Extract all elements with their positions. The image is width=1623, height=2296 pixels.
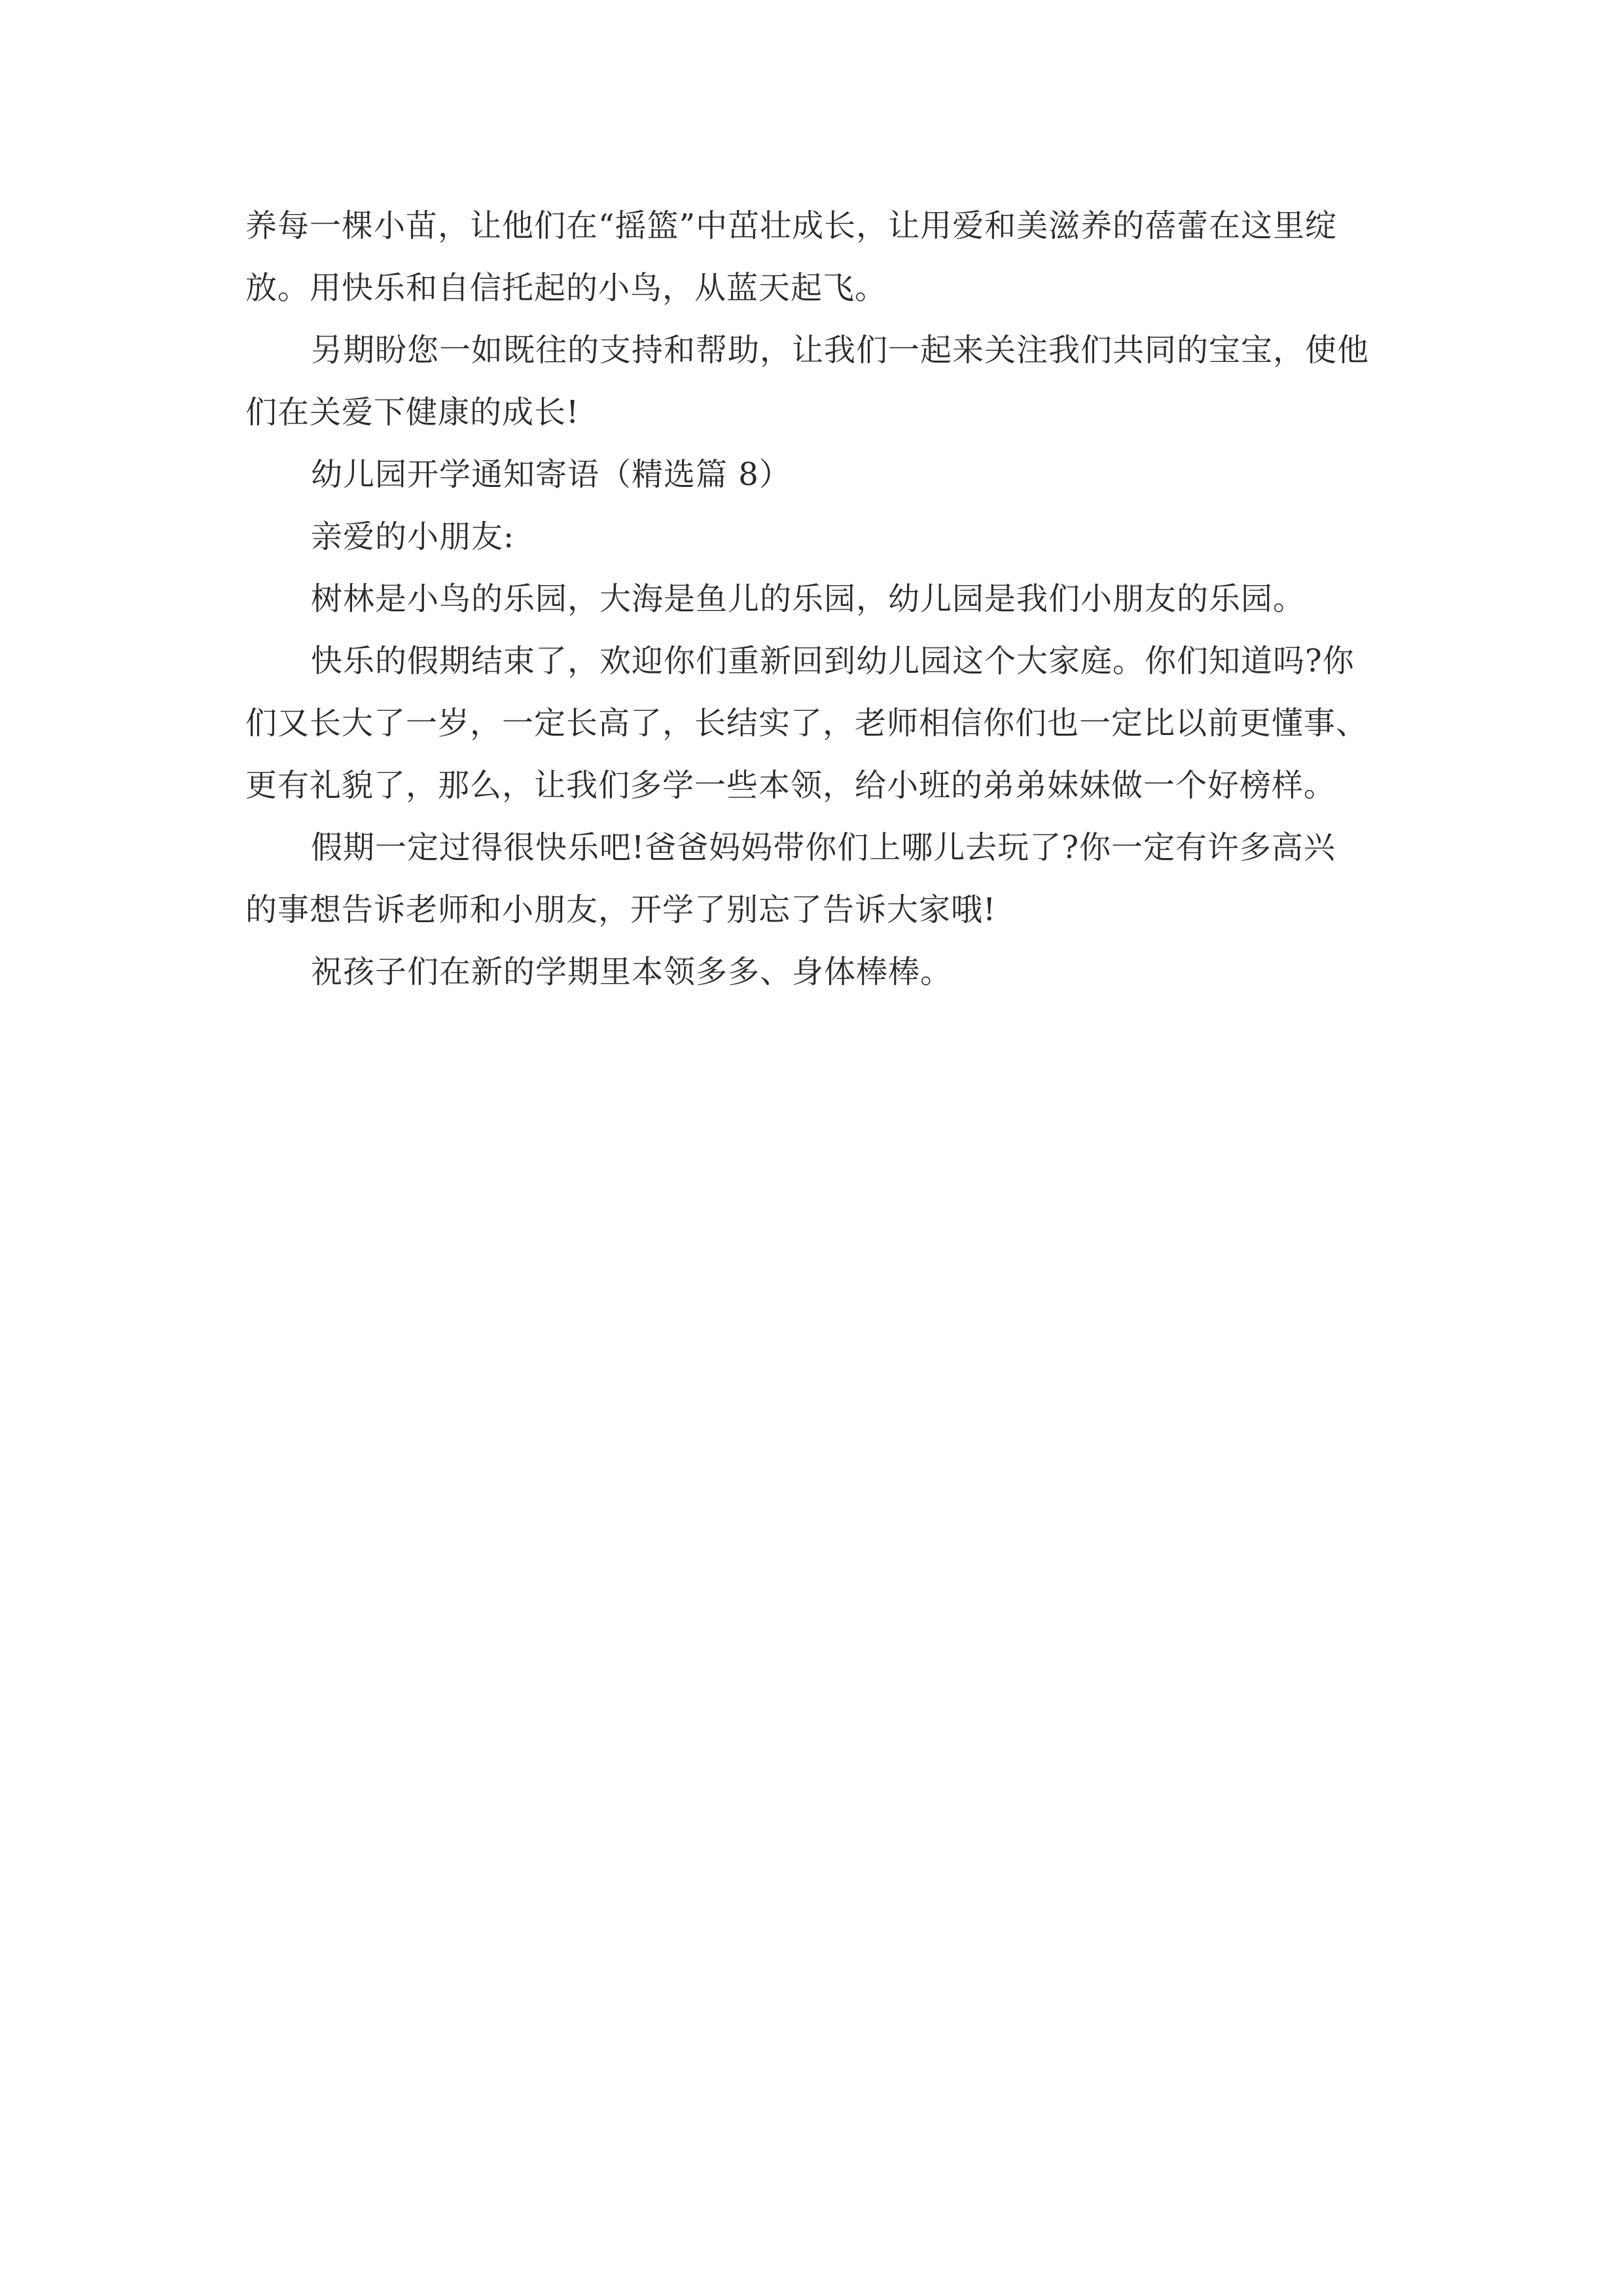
salutation: 亲爱的小朋友: [311, 518, 515, 555]
text-line: 的事想告诉老师和小朋友，开学了别忘了告诉大家哦! [245, 891, 997, 928]
text-line: 更有礼貌了，那么，让我们多学一些本领，给小班的弟弟妹妹做一个好榜样。 [245, 767, 1336, 804]
text-line: 另期盼您一如既往的支持和帮助，让我们一起来关注我们共同的宝宝，使他 [311, 332, 1370, 368]
text-line: 养每一棵小苗，让他们在“摇篮”中茁壮成长，让用爱和美滋养的蓓蕾在这里绽 [245, 207, 1338, 244]
text-line: 们又长大了一岁，一定长高了，长结实了，老师相信你们也一定比以前更懂事、 [245, 705, 1368, 742]
text-line: 放。用快乐和自信托起的小鸟，从蓝天起飞。 [245, 270, 887, 306]
section-heading: 幼儿园开学通知寄语（精选篇 8） [311, 456, 791, 493]
text-line: 假期一定过得很快乐吧!爸爸妈妈带你们上哪儿去玩了?你一定有许多高兴 [311, 829, 1336, 866]
text-line: 树林是小鸟的乐园，大海是鱼儿的乐园，幼儿园是我们小朋友的乐园。 [311, 581, 1306, 617]
text-line: 快乐的假期结束了，欢迎你们重新回到幼儿园这个大家庭。你们知道吗?你 [311, 643, 1355, 679]
text-line: 祝孩子们在新的学期里本领多多、身体棒棒。 [311, 954, 953, 990]
document-body [245, 195, 1391, 1003]
text-line: 们在关爱下健康的成长! [245, 394, 580, 431]
